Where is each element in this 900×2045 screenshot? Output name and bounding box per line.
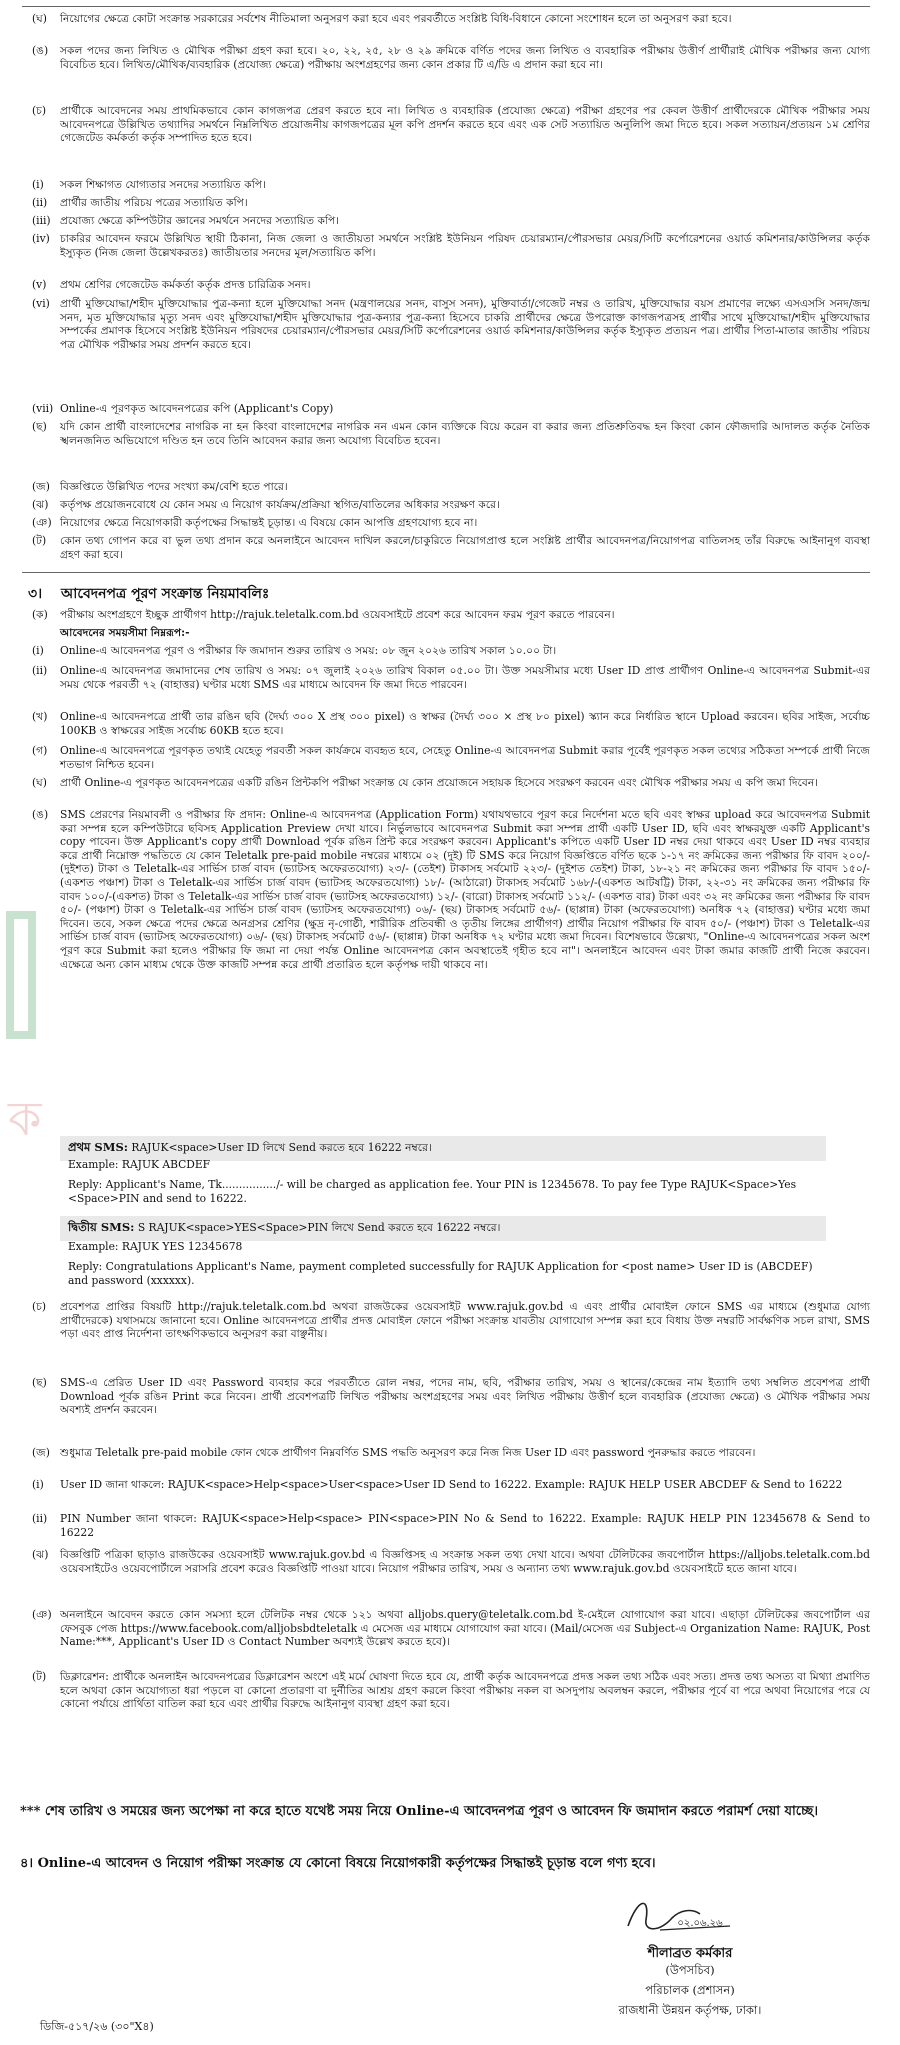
sms1-example: Example: RAJUK ABCDEF (68, 1158, 211, 1171)
svg-text:ক: ক (8, 1091, 42, 1147)
sms2-reply: Reply: Congratulations Applicant's Name, payment completed successfully for RAJUK Application for <post name> User ID is (ABCDEF) and password (xxxxxx). (68, 1260, 813, 1287)
signature-date: ০২.০৬.২৬ (677, 1918, 723, 1929)
sms1-instruction: RAJUK<space>User ID লিখে Send করতে হবে 16222 নম্বরে। (131, 1141, 432, 1154)
sms1-label: প্রথম SMS: (68, 1140, 129, 1154)
s3-clause-nya: (ঞ) অনলাইনে আবেদন করতে কোন সমস্যা হলে টেলিটক নম্বর থেকে ১২১ অথবা alljobs.query@teletalk.com.bd ই-মেইলে যোগাযোগ করা যাবে। এছাড়া টেলিটকের জবপোর্টাল এর ফেসবুক পেজ https://www.facebook.com/alljobsbdteletalk এ মেসেজ এর মাধ্যমে যোগাযোগ করা যাবে। (Mail/মেসেজ এর Subject-এ Organization Name: RAJUK, Post Name:***, Applicant's User ID ও Contact Number অবশ্যই উল্লেখ করতে হবে)। (32, 1608, 870, 1649)
s3-clause-gha: (ঘ) প্রার্থী Online-এ পূরণকৃত আবেদনপত্রের একটি রঙিন প্রিন্টকপি পরীক্ষা সংক্রান্ত যে কোন প্রয়োজনে সহায়ক হিসেবে সংরক্ষণ করবেন এবং মৌখিক পরীক্ষার সময় এ কপি জমা দিবেন। (32, 776, 819, 789)
s3-clause-umo: (ঙ) SMS প্রেরণের নিয়মাবলী ও পরীক্ষার ফি প্রদান: Online-এ আবেদনপত্র (Application Form) যথাযথভাবে পূরণ করে নির্দেশনা মতে ছবি এবং স্বাক্ষর upload করে আবেদনপত্র Submit করা সম্পন্ন হলে কম্পিউটারে ছবিসহ Application Preview দেখা যাবে। নির্ভুলভাবে আবেদনপত্র Submit করা সম্পন্ন প্রার্থী একটি User ID, ছবি এবং স্বাক্ষরযুক্ত একটি Applicant's copy পাবেন। উক্ত Applicant's copy প্রার্থী Download পূর্বক রঙিন প্রিন্ট করে সংরক্ষণ করবেন। Applicant's কপিতে একটি User ID নম্বর দেয়া থাকবে এবং User ID নম্বর ব্যবহার করে প্রার্থী নিম্নোক্ত পদ্ধতিতে যে কোন Teletalk pre-paid mobile নম্বরের মাধ্যমে ০২ (দুই) টি SMS করে নিয়োগ বিজ্ঞপ্তিতে বর্ণিত ছকে ১-১৭ নং ক্রমিকের জন্য পরীক্ষার ফি বাবদ ২০০/-(দুইশত) টাকা ও Teletalk-এর সার্ভিস চার্জ বাবদ (ভ্যাটসহ অফেরতযোগ্য) ২৩/- (তেইশ) টাকাসহ সর্বমোট ২২৩/- (দুইশত তেইশ) টাকা, ১৮-২১ নং ক্রমিকের জন্য পরীক্ষার ফি বাবদ ১৫০/- (একশত পঞ্চাশ) টাকা ও Teletalk-এর সার্ভিস চার্জ বাবদ (ভ্যাটসহ অফেরতযোগ্য) ১৮/- (আঠারো) টাকাসহ সর্বমোট ১৬৮/-(একশত আটষট্টি) টাকা, ২২-৩১ নং ক্রমিকের জন্য পরীক্ষার ফি বাবদ ১০০/-(একশত) টাকা ও Teletalk-এর সার্ভিস চার্জ বাবদ (ভ্যাটসহ অফেরতযোগ্য) ১২/- (বারো) টাকাসহ সর্বমোট ১১২/- (একশত বার) টাকা এবং ৩২ নং ক্রমিকের জন্য পরীক্ষার ফি বাবদ ৫০/- (পঞ্চাশ) টাকা ও Teletalk-এর সার্ভিস চার্জ বাবদ (ভ্যাটসহ অফেরতযোগ্য) ০৬/- (ছয়) টাকাসহ সর্বমোট ৫৬/- (ছাপ্পান্ন) টাকা (অফেরতযোগ্য) অনধিক ৭২ (বাহাত্তর) ঘণ্টার মধ্যে জমা দিবেন। তবে, সকল ক্ষেত্রে পদের ক্ষেত্রে অনগ্রসর শ্রেণির (ক্ষুদ্র নৃ-গোষ্ঠী, শারীরিক প্রতিবন্ধী ও তৃতীয় লিঙ্গের প্রার্থীগণ) প্রার্থীর নিয়োগ পরীক্ষার ফি বাবদ ৫০/- (পঞ্চাশ) টাকা ও Teletalk-এর সার্ভিস চার্জ বাবদ (ভ্যাটসহ অফেরতযোগ্য) ০৬/- (ছয়) টাকাসহ সর্বমোট ৫৬/- (ছাপ্পান্ন) টাকা অনধিক ৭২ ঘণ্টার মধ্যে জমা দিবেন। বিশেষভাবে উল্লেখ্য, "Online-এ আবেদনপত্রের সকল অংশ পূরণ করে Submit করা হলেও পরীক্ষার ফি জমা না দেয়া পর্যন্ত Online আবেদনপত্র কোন অবস্থাতেই গৃহীত হবে না"। অনলাইনে আবেদন এবং টাকা জমার কাজটি প্রার্থী নিজে করবেন। এক্ষেত্রে অন্য কোন মাধ্যম থেকে উক্ত কাজটি সম্পন্ন করে প্রার্থী প্রতারিত হলে কর্তৃপক্ষ দায়ী থাকবে না। (32, 808, 870, 971)
clause-ii: (ii) প্রার্থীর জাতীয় পরিচয় পত্রের সত্যায়িত কপি। (32, 196, 248, 209)
signatory-title: (উপসচিব) (665, 1963, 715, 1977)
s3-clause-ka: (ক) পরীক্ষায় অংশগ্রহণে ইচ্ছুক প্রার্থীগণ http://rajuk.teletalk.com.bd ওয়েবসাইটে প্রবেশ করে আবেদন ফরম পূরণ করতে পারবেন। (32, 608, 615, 621)
top-border (22, 6, 870, 7)
clause-ta: (ট) কোন তথ্য গোপন করে বা ভুল তথ্য প্রদান করে অনলাইনে আবেদন দাখিল করলে/চাকুরিতে নিয়োগপ্রাপ্ত হলে সংশ্লিষ্ট প্রার্থীর আবেদনপত্র/নিয়োগপত্র বাতিলসহ তাঁর বিরুদ্ধে আইনানুগ ব্যবস্থা গ্রহণ করা হবে। (32, 534, 870, 561)
clause-cha: (চ) প্রার্থীকে আবেদনের সময় প্রাথমিকভাবে কোন কাগজপত্র প্রেরণ করতে হবে না। লিখিত ও ব্যবহারিক (প্রযোজ্য ক্ষেত্রে) পরীক্ষা গ্রহণের পর কেবল উত্তীর্ণ প্রার্থীদেরকে মৌখিক পরীক্ষার সময় আবেদনপত্রে উল্লিখিত তথ্যাদির সমর্থনে নিম্নলিখিত প্রয়োজনীয় কাগজপত্রের মূল কপি প্রদর্শন করতে হবে এবং এক সেট সত্যায়িত অনুলিপি জমা দিতে হবে। সকল সত্যায়ন/প্রত্যয়ন ১ম শ্রেণির গেজেটেড কর্মকর্তা কর্তৃক সম্পাদিত হতে হবে। (32, 104, 870, 145)
s3-clause-chha: (ছ) SMS-এ প্রেরিত User ID এবং Password ব্যবহার করে পরবর্তীতে রোল নম্বর, পদের নাম, ছবি, পরীক্ষার তারিখ, সময় ও স্থানের/কেন্দ্রের নাম ইত্যাদি তথ্য সম্বলিত প্রবেশপত্র প্রার্থী Download পূর্বক রঙিন Print করে নিবেন। প্রার্থী প্রবেশপত্রটি লিখিত পরীক্ষায় অংশগ্রহণের সময় এবং লিখিত পরীক্ষায় উত্তীর্ণ হলে ব্যবহারিক (প্রযোজ্য ক্ষেত্রে) ও মৌখিক পরীক্ষার সময় অবশ্যই প্রদর্শন করবেন। (32, 1376, 870, 1417)
signatory-designation: পরিচালক (প্রশাসন) (645, 1983, 735, 1997)
clause-vii: (vii) Online-এ পূরণকৃত আবেদনপত্রের কপি (Applicant's Copy) (32, 402, 334, 415)
sms1-reply: Reply: Applicant's Name, Tk................/- will be charged as application fee. Your PIN is 12345678. To pay fee Type RAJUK<Space>Yes <Space>PIN and send to 16222. (68, 1178, 797, 1205)
sms2-instruction: S RAJUK<space>YES<Space>PIN লিখে Send করতে হবে 16222 নম্বরে। (137, 1221, 501, 1234)
s3-recover-pin: (ii) PIN Number জানা থাকলে: RAJUK<space>Help<space> PIN<space>PIN No & Send to 16222. Example: RAJUK HELP PIN 12345678 & Send to 16222 (32, 1512, 870, 1539)
s3-clause-ii: (ii) Online-এ আবেদনপত্র জমাদানের শেষ তারিখ ও সময়: ০৭ জুলাই ২০২৬ তারিখ বিকাল ০৫.০০ টা। উক্ত সময়সীমার মধ্যে User ID প্রাপ্ত প্রার্থীগণ Online-এ আবেদনপত্র Submit-এর সময় থেকে পরবর্তী ৭২ (বাহাত্তর) ঘণ্টার মধ্যে SMS এর মাধ্যমে আবেদন ফি জমা দিতে পারবেন। (32, 664, 870, 691)
signatory-organization: রাজধানী উন্নয়ন কর্তৃপক্ষ, ঢাকা। (618, 2003, 762, 2017)
s3-clause-jha: (ঝ) বিজ্ঞপ্তিটি পত্রিকা ছাড়াও রাজউকের ওয়েবসাইট www.rajuk.gov.bd এ বিজ্ঞপ্তিসহ এ সংক্রান্ত সকল তথ্য দেখা যাবে। অথবা টেলিটকের জবপোর্টাল https://alljobs.teletalk.com.bd ওয়েবসাইটেও ওয়েবপোর্টালে সরাসরি প্রবেশ করেও বিজ্ঞপ্তিটি পাওয়া যাবে। নিয়োগ পরীক্ষার তারিখ, সময় ও অন্যান্য তথ্য www.rajuk.gov.bd ওয়েবসাইটে হতে জানা যাবে। (32, 1548, 870, 1575)
signatory-name: শীলাব্রত কর্মকার (647, 1946, 733, 1961)
clause-umo: (ঙ) সকল পদের জন্য লিখিত ও মৌখিক পরীক্ষা গ্রহণ করা হবে। ২০, ২২, ২৫, ২৮ ও ২৯ ক্রমিকে বর্ণিত পদের জন্য লিখিত ও ব্যবহারিক পরীক্ষায় উত্তীর্ণ প্রার্থীরাই মৌখিক পরীক্ষার জন্য যোগ্য বিবেচিত হবে। লিখিত/মৌখিক/ব্যবহারিক (প্রযোজ্য ক্ষেত্রে) পরীক্ষায় অংশগ্রহণের জন্য কোন প্রকার টি এ/ডি এ প্রদান করা হবে না। (32, 44, 870, 71)
s3-time-limit-heading: আবেদনের সময়সীমা নিম্নরূপ:- (60, 626, 190, 639)
clause-chha: (ছ) যদি কোন প্রার্থী বাংলাদেশের নাগরিক না হন কিংবা বাংলাদেশের নাগরিক নন এমন কোন ব্যক্তিকে বিয়ে করেন বা করার জন্য প্রতিশ্রুতিবদ্ধ হন কিংবা কোন ফৌজদারি আদালত কর্তৃক নৈতিক স্খলনজনিত অভিযোগে দণ্ডিত হন তবে তিনি আবেদন করার জন্য অযোগ্য বিবেচিত হবেন। (32, 420, 870, 447)
s3-clause-cha: (চ) প্রবেশপত্র প্রাপ্তির বিষয়টি http://rajuk.teletalk.com.bd অথবা রাজউকের ওয়েবসাইট www.rajuk.gov.bd এ এবং প্রার্থীর মোবাইল ফোনে SMS এর মাধ্যমে (শুধুমাত্র যোগ্য প্রার্থীদেরকে) যথাসময়ে জানানো হবে। Online আবেদনপত্রে প্রার্থীর প্রদত্ত মোবাইল ফোনে পরীক্ষা সংক্রান্ত যাবতীয় যোগাযোগ সম্পন্ন করা হবে বিধায় উক্ত নম্বরটি সার্বক্ষণিক সচল রাখা, SMS পড়া এবং প্রাপ্ত নির্দেশনা তাৎক্ষণিকভাবে অনুসরণ করা বাঞ্ছনীয়। (32, 1300, 870, 1341)
sms2-example: Example: RAJUK YES 12345678 (68, 1240, 243, 1253)
s3-clause-ja: (জ) শুধুমাত্র Teletalk pre-paid mobile ফোন থেকে প্রার্থীগণ নিম্নবর্ণিত SMS পদ্ধতি অনুসরণ করে নিজ নিজ User ID এবং password পুনরুদ্ধার করতে পারবেন। (32, 1446, 756, 1459)
sms2-box (60, 1216, 826, 1241)
footer-code: ডিজি-৫১৭/২৬ (৩০"X৪) (40, 2020, 154, 2033)
clause-nya: (ঞ) নিয়োগের ক্ষেত্রে নিয়োগকারী কর্তৃপক্ষের সিদ্ধান্তই চূড়ান্ত। এ বিষয়ে কোন আপত্তি গ্রহণযোগ্য হবে না। (32, 516, 478, 529)
section4-note: ৪। Online-এ আবেদন ও নিয়োগ পরীক্ষা সংক্রান্ত যে কোনো বিষয়ে নিয়োগকারী কর্তৃপক্ষের সিদ্ধান্তই চূড়ান্ত বলে গণ্য হবে। (20, 1856, 656, 1871)
s3-clause-kha: (খ) Online-এ আবেদনপত্রে প্রার্থী তার রঙিন ছবি (দৈর্ঘ্য ৩০০ X প্রস্থ ৩০০ pixel) ও স্বাক্ষর (দৈর্ঘ্য ৩০০ × প্রস্থ ৮০ pixel) স্ক্যান করে নির্ধারিত স্থানে Upload করবেন। ছবির সাইজ, সর্বোচ্চ 100KB ও স্বাক্ষরের সাইজ সর্বোচ্চ 60KB হতে হবে। (32, 710, 870, 737)
deadline-advice: *** শেষ তারিখ ও সময়ের জন্য অপেক্ষা না করে হাতে যথেষ্ট সময় নিয়ে Online-এ আবেদনপত্র পূরণ ও আবেদন ফি জমাদান করতে পরামর্শ দেয়া যাচ্ছে। (20, 1804, 818, 1819)
section3-heading (28, 582, 269, 606)
clause-i: (i) সকল শিক্ষাগত যোগ্যতার সনদের সত্যায়িত কপি। (32, 178, 266, 191)
clause-iv: (iv) চাকরির আবেদন ফরমে উল্লিখিত স্থায়ী ঠিকানা, নিজ জেলা ও জাতীয়তা সমর্থনে সংশ্লিষ্ট ইউনিয়ন পরিষদ চেয়ারম্যান/পৌরসভার মেয়র/সিটি কর্পোরেশনের ওয়ার্ড কমিশনার/কাউন্সিলর কর্তৃক ইস্যুকৃত (নিজ জেলা উল্লেখকরতঃ) জাতীয়তার সনদের মূল/সত্যায়িত কপি। (32, 232, 870, 259)
clause-v: (v) প্রথম শ্রেণির গেজেটেড কর্মকর্তা কর্তৃক প্রদত্ত চারিত্রিক সনদ। (32, 278, 311, 291)
section3-title: আবেদনপত্র পূরণ সংক্রান্ত নিয়মাবলিঃ (60, 586, 270, 602)
clause-iii: (iii) প্রযোজ্য ক্ষেত্রে কম্পিউটার জ্ঞানের সমর্থনে সনদের সত্যায়িত কপি। (32, 214, 340, 227)
section-divider (22, 572, 870, 573)
clause-vi: (vi) প্রার্থী মুক্তিযোদ্ধা/শহীদ মুক্তিযোদ্ধার পুত্র-কন্যা হলে মুক্তিযোদ্ধা সনদ (মন্ত্রণালয়ের সনদ, বাসুস সনদ), মুক্তিবার্তা/গেজেট নম্বর ও তারিখ, মুক্তিযোদ্ধার বয়স প্রমাণের লক্ষ্যে এসএসসি সনদ/জন্ম সনদ, মৃত মুক্তিযোদ্ধার মৃত্যু সনদ এবং মুক্তিযোদ্ধা/শহীদ মুক্তিযোদ্ধার পুত্র-কন্যার পুত্র-কন্যা হিসেবে চাকরি প্রার্থীদের ক্ষেত্রে উপরোক্ত কাগজপত্রসহ প্রার্থীর সাথে মুক্তিযোদ্ধা/শহীদ মুক্তিযোদ্ধার সম্পর্কের প্রমাণক হিসেবে সংশ্লিষ্ট ইউনিয়ন পরিষদের চেয়ারম্যান/পৌরসভার মেয়র/সিটি কর্পোরেশনের ওয়ার্ড কমিশনার/কাউন্সিলর কর্তৃক ইস্যুকৃত প্রত্যয়ন পত্র। প্রার্থীর পিতা-মাতার জাতীয় পরিচয় পত্র মৌখিক পরীক্ষার সময় প্রদর্শন করতে হবে। (32, 297, 870, 351)
clause-jha: (ঝ) কর্তৃপক্ষ প্রয়োজনবোধে যে কোন সময় এ নিয়োগ কার্যক্রম/প্রক্রিয়া স্থগিত/বাতিলের অধিকার সংরক্ষণ করে। (32, 498, 500, 511)
section3-number: ৩। (28, 586, 43, 602)
s3-recover-user-id: (i) User ID জানা থাকলে: RAJUK<space>Help<space>User<space>User ID Send to 16222. Example: RAJUK HELP USER ABCDEF & Send to 16222 (32, 1478, 843, 1491)
clause-ja: (জ) বিজ্ঞপ্তিতে উল্লিখিত পদের সংখ্যা কম/বেশি হতে পারে। (32, 480, 288, 493)
clause-gha: (ঘ) নিয়োগের ক্ষেত্রে কোটা সংক্রান্ত সরকারের সর্বশেষ নীতিমালা অনুসরণ করা হবে এবং পরবর্তীতে সংশ্লিষ্ট বিধি-বিধানে কোনো সংশোধন হলে তা অনুসরণ করা হবে। (32, 12, 732, 25)
s3-clause-ga: (গ) Online-এ আবেদনপত্রে পূরণকৃত তথ্যই যেহেতু পরবর্তী সকল কার্যক্রমে ব্যবহৃত হবে, সেহেতু Online-এ আবেদনপত্র Submit করার পূর্বেই পূরণকৃত সকল তথ্যের সঠিকতা সম্পর্কে প্রার্থী নিজে শতভাগ নিশ্চিত হবেন। (32, 744, 870, 771)
s3-clause-ta-declaration: (ট) ডিক্লারেশন: প্রার্থীকে অনলাইন আবেদনপত্রের ডিক্লারেশন অংশে এই মর্মে ঘোষণা দিতে হবে যে, প্রার্থী কর্তৃক আবেদনপত্রে প্রদত্ত সকল তথ্য সঠিক এবং সত্য। প্রদত্ত তথ্য অসত্য বা মিথ্যা প্রমাণিত হলে অথবা কোন অযোগ্যতা ধরা পড়লে বা কোনো প্রতারণা বা দুর্নীতির আশ্রয় গ্রহণ করলে কিংবা পরীক্ষায় নকল বা অসদুপায় অবলম্বন করলে, পরীক্ষার পূর্বে বা পরে অথবা নিয়োগের পরে যে কোনো পর্যায়ে প্রার্থিতা বাতিল করা হবে এবং প্রার্থীর বিরুদ্ধে আইনানুগ ব্যবস্থা গ্রহণ করা হবে। (32, 1670, 870, 1711)
s3-clause-i: (i) Online-এ আবেদনপত্র পূরণ ও পরীক্ষার ফি জমাদান শুরুর তারিখ ও সময়: ০৮ জুন ২০২৬ তারিখ সকাল ১০.০০ টা। (32, 644, 557, 657)
sms2-label: দ্বিতীয় SMS: (68, 1220, 135, 1234)
